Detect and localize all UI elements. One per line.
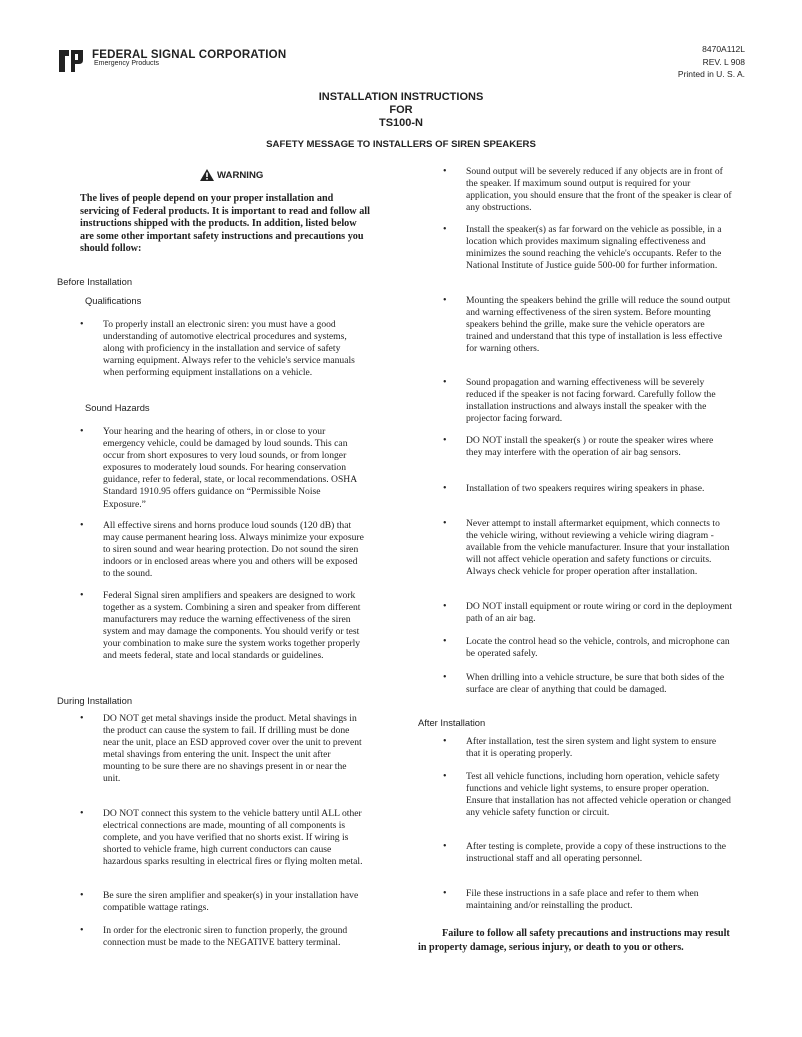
subsection-qualifications: Qualifications [85, 295, 142, 306]
list-item-text: When drilling into a vehicle structure, be sure that both sides of the surface are clear of anything that could be damaged. [466, 672, 725, 696]
bullet-marker: • [80, 590, 84, 601]
section-before-installation: Before Installation [57, 276, 133, 287]
warning-heading [200, 169, 263, 181]
section-after-installation: After Installation [418, 717, 486, 728]
bullet-marker: • [443, 166, 447, 177]
list-item-text: Be sure the siren amplifier and speaker(s) in your installation have compatible wattage ratings. [103, 890, 359, 914]
bullet-marker: • [443, 841, 447, 852]
bullet-marker: • [443, 377, 447, 388]
list-item-text: Federal Signal siren amplifiers and speakers are designed to work together as a system. Combining a siren and speaker from different manufacturers may reduce the warning effectiveness of the siren system and may damage the components. You should verify or test your combination to make sure the system works together properly and meets federal, state and local standards or guidelines. [103, 590, 361, 662]
list-item-text: Sound propagation and warning effectiveness will be severely reduced if the speaker is not facing forward. Carefully follow the installation instructions and always install the speaker with the projector facing forward. [466, 377, 716, 425]
title-line-1: INSTALLATION INSTRUCTIONS [318, 91, 484, 103]
revision: REV. L 908 [702, 56, 745, 67]
title-line-3: TS100-N [378, 117, 424, 130]
list-item-text: After testing is complete, provide a copy of these instructions to the instructional staff and all operating personnel. [466, 841, 727, 865]
safety-message-heading: SAFETY MESSAGE TO INSTALLERS OF SIREN SPEAKERS [266, 139, 536, 150]
list-item-text: DO NOT install the speaker(s ) or route the speaker wires where they may interfere with the operation of air bag sensors. [466, 435, 714, 459]
list-item-text: Test all vehicle functions, including horn operation, vehicle safety functions and vehicle light systems, to ensure proper operation. Ensure that installation has not affected vehicle operation or changed any vehicle safety function or circuit. [466, 771, 731, 819]
bullet-marker: • [443, 295, 447, 306]
bullet-marker: • [80, 426, 84, 437]
list-item-text: To properly install an electronic siren: you must have a good understanding of automotive electrical procedures and systems, along with proficiency in the installation and service of safety warning equipment. Always refer to the vehicle's service manuals when performing equipment installations on a vehicle. [103, 319, 355, 379]
bullet-marker: • [80, 925, 84, 936]
bullet-marker: • [80, 890, 84, 901]
bullet-marker: • [80, 713, 84, 724]
bullet-marker: • [443, 636, 447, 647]
bullet-marker: • [443, 601, 447, 612]
bullet-marker: • [80, 319, 84, 330]
list-item-text: All effective sirens and horns produce loud sounds (120 dB) that may cause permanent hearing loss. Always minimize your exposure to siren sound and wear hearing protection. Do not sound the siren indoors or in enclosed areas where you and others will be exposed to the sound. [103, 520, 364, 580]
page-title [0, 91, 802, 131]
list-item-text: DO NOT install equipment or route wiring or cord in the deployment path of an air bag. [466, 601, 732, 625]
warning-label: WARNING [217, 169, 264, 181]
title-line-2: FOR [389, 104, 413, 117]
document-info [678, 43, 745, 81]
bullet-marker: • [443, 888, 447, 899]
final-warning: Failure to follow all safety precautions and instructions may result in property damage, serious injury, or death to you or others. [418, 928, 730, 953]
list-item-text: Your hearing and the hearing of others, in or close to your emergency vehicle, could be damaged by loud sounds. This can occur from short exposures to very loud sounds, or from longer exposures to moderately loud sounds. For hearing conservation guidance, refer to federal, state, or local recommendations. OSHA Standard 1910.95 offers guidance on “Permissible Noise Exposure.” [103, 426, 357, 510]
bullet-marker: • [80, 520, 84, 531]
company-name: FEDERAL SIGNAL CORPORATION [92, 49, 287, 61]
warning-triangle-icon [200, 169, 214, 181]
bullet-marker: • [443, 224, 447, 235]
bullet-marker: • [443, 483, 447, 494]
list-item-text: DO NOT get metal shavings inside the product. Metal shavings in the product can cause the system to fail. If drilling must be done near the unit, place an ESD approved cover over the unit to prevent metal shavings from entering the unit. Inspect the unit after mounting to be sure there are no shavings present in or near the unit. [103, 713, 362, 785]
list-item-text: Install the speaker(s) as far forward on the vehicle as possible, in a location which provides maximum signaling effectiveness and minimizes the sound reaching the vehicle's occupants. Refer to the National Institute of Justice guide 500-00 for further information. [466, 224, 722, 272]
bullet-marker: • [80, 808, 84, 819]
bullet-marker: • [443, 518, 447, 529]
bullet-marker: • [443, 771, 447, 782]
list-item-text: Never attempt to install aftermarket equipment, which connects to the vehicle wiring, without reviewing a vehicle wiring diagram - available from the vehicle manufacturer. Insure that your installation will not affect vehicle operation and safety functions or circuits. Always check vehicle for proper operation after installation. [466, 518, 730, 578]
printed-location: Printed in U. S. A. [677, 69, 745, 80]
bullet-marker: • [443, 435, 447, 446]
list-item-text: In order for the electronic siren to function properly, the ground connection must be made to the NEGATIVE battery terminal. [103, 925, 348, 949]
federal-signal-logo-icon [57, 47, 85, 75]
list-item-text: Installation of two speakers requires wiring speakers in phase. [466, 483, 705, 494]
list-item-text: Mounting the speakers behind the grille will reduce the sound output and warning effectiveness of the siren system. Before mounting speakers behind the grille, make sure the vehicle operators are trained and understand that this type of installation is less effective for warning others. [466, 295, 731, 355]
section-during-installation: During Installation [57, 695, 133, 706]
list-item-text: File these instructions in a safe place and refer to them when maintaining and/or reinstalling the product. [466, 888, 699, 912]
list-item-text: After installation, test the siren system and light system to ensure that it is operating properly. [466, 736, 717, 760]
list-item-text: Locate the control head so the vehicle, controls, and microphone can be operated safely. [466, 636, 730, 660]
bullet-marker: • [443, 736, 447, 747]
doc-number: 8470A112L [702, 44, 745, 54]
list-item-text: Sound output will be severely reduced if any objects are in front of the speaker. If maximum sound output is required for your application, you should ensure that the front of the speaker is clear of any obstructions. [466, 166, 732, 214]
subsection-sound-hazards: Sound Hazards [85, 402, 150, 413]
company-division: Emergency Products [94, 60, 159, 67]
list-item-text: DO NOT connect this system to the vehicle battery until ALL other electrical connections are made, mounting of all components is complete, and you have verified that no shorts exist. If wiring is shorted to vehicle frame, high current conductors can cause hazardous sparks resulting in electrical fires or flying molten metal. [103, 808, 363, 868]
warning-intro: The lives of people depend on your proper installation and servicing of Federal products. It is important to read and follow all instructions shipped with the products. In addition, listed below are some other important safety instructions and precautions you should follow: [80, 193, 370, 255]
bullet-marker: • [443, 672, 447, 683]
